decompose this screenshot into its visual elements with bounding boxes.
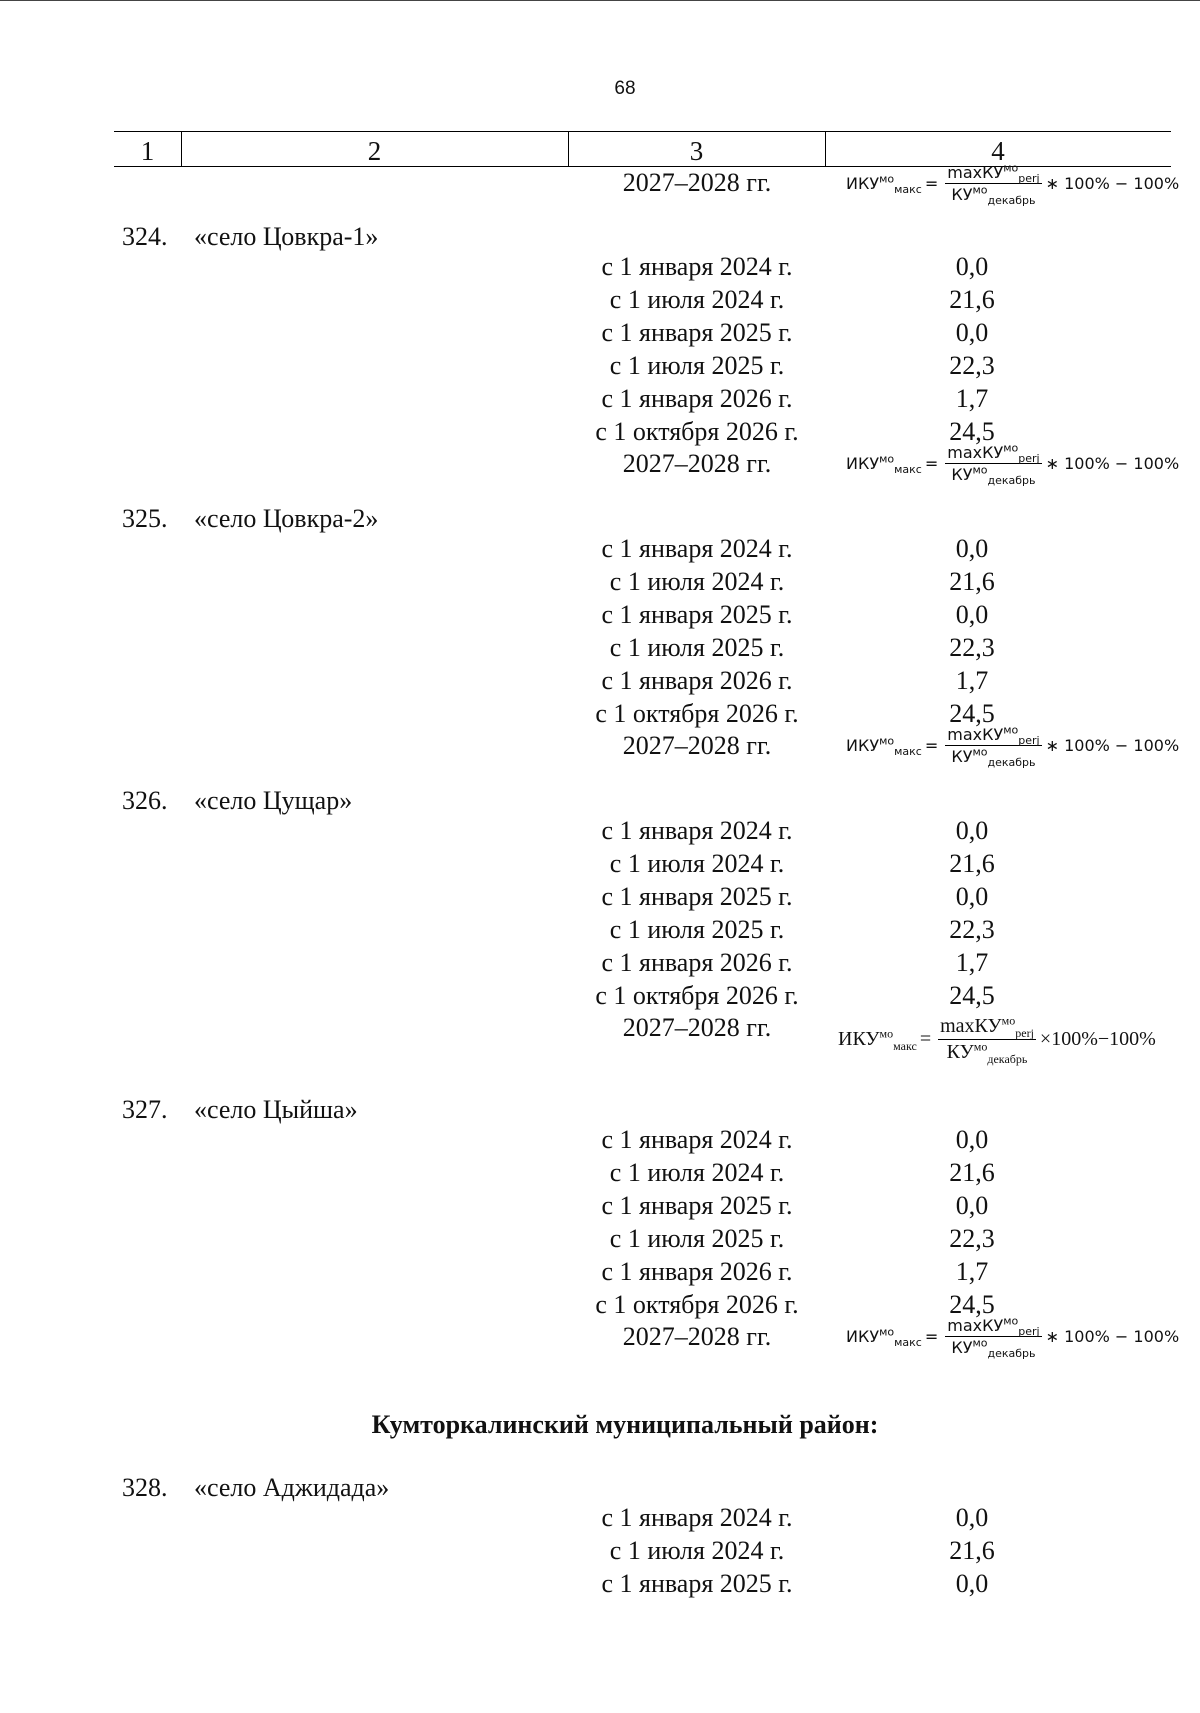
formula-eq: = [924, 174, 939, 193]
date-cell: с 1 июля 2024 г. [609, 848, 785, 878]
formula-tail: ∗ 100% − 100% [1045, 174, 1180, 193]
date-cell: с 1 января 2025 г. [601, 599, 793, 629]
formula-denominator: $КУ^{мо}_{декабрь}$ [951, 746, 1036, 770]
entry-name: «село Цовкра-1» [194, 222, 379, 251]
entry-number: 325. [122, 504, 168, 533]
date-cell: с 1 октября 2026 г. [595, 698, 799, 728]
value-cell: 22,3 [949, 632, 995, 662]
date-cell: с 1 января 2025 г. [601, 317, 793, 347]
date-cell: 2027–2028 гг. [622, 731, 772, 761]
value-cell: 0,0 [955, 1190, 989, 1220]
value-cell: 21,6 [949, 566, 995, 596]
formula-lhs: $ИКУ^{мо}_{макс}$ [846, 453, 922, 477]
entry-name: «село Аджидада» [194, 1473, 390, 1502]
formula-lhs: $ИКУ^{мо}_{макс}$ [846, 172, 922, 197]
entry-name: «село Цовкра-2» [194, 504, 379, 533]
formula-numerator: maxКУ$^{мо}_{perj}$ [947, 724, 1040, 748]
date-cell: 2027–2028 гг. [622, 449, 772, 479]
value-cell: 21,6 [949, 848, 995, 878]
formula-tail: ×100%−100% [1039, 1028, 1156, 1051]
value-cell: 1,7 [955, 1256, 989, 1286]
formula [838, 1013, 1156, 1067]
value-cell: 24,5 [949, 980, 995, 1010]
formula-eq: = [924, 736, 939, 756]
formula-tail: ∗ 100% − 100% [1045, 454, 1180, 474]
date-cell: с 1 июля 2024 г. [609, 1157, 785, 1187]
date-cell: 2027–2028 гг. [622, 1013, 772, 1043]
formula-numerator: maxКУ$^{мо}_{perj}$ [947, 161, 1040, 186]
formula-fraction [945, 1315, 1041, 1361]
value-cell: 1,7 [955, 947, 989, 977]
formula [846, 161, 1180, 208]
value-cell: 0,0 [955, 252, 989, 281]
value-cell: 21,6 [949, 1535, 995, 1565]
date-cell: с 1 июля 2024 г. [609, 566, 785, 596]
date-cell: с 1 января 2024 г. [601, 534, 793, 563]
formula-tail: ∗ 100% − 100% [1045, 736, 1180, 756]
formula [846, 724, 1180, 770]
formula-denominator: $КУ^{мо}_{декабрь}$ [946, 1039, 1028, 1067]
page-number: 68 [614, 78, 636, 99]
formula-denominator: $КУ^{мо}_{декабрь}$ [951, 1337, 1036, 1361]
value-cell: 0,0 [955, 816, 989, 845]
formula-fraction [945, 161, 1041, 208]
formula-denominator: $КУ^{мо}_{декабрь}$ [951, 183, 1036, 208]
formula [846, 1315, 1180, 1361]
date-cell: с 1 июля 2025 г. [609, 632, 785, 662]
value-cell: 0,0 [955, 534, 989, 563]
date-cell: с 1 января 2025 г. [601, 1190, 793, 1220]
value-cell: 0,0 [955, 1125, 989, 1154]
value-cell: 0,0 [955, 317, 989, 347]
formula-numerator: maxКУ$^{мо}_{perj}$ [947, 1315, 1040, 1339]
section-heading: Кумторкалинский муниципальный район: [371, 1410, 879, 1439]
header-col-1: 1 [140, 136, 155, 166]
entry-number: 326. [122, 786, 168, 815]
date-cell: с 1 января 2026 г. [601, 947, 793, 977]
value-cell: 0,0 [955, 599, 989, 629]
page-top-edge [0, 0, 1200, 1]
value-cell: 1,7 [955, 383, 989, 413]
date-cell: с 1 января 2024 г. [601, 1125, 793, 1154]
header-col-4: 4 [991, 136, 1005, 166]
formula-eq: = [924, 454, 939, 474]
date-cell: с 1 июля 2024 г. [609, 1535, 785, 1565]
value-cell: 0,0 [955, 1503, 989, 1532]
value-cell: 21,6 [949, 1157, 995, 1187]
date-cell: с 1 января 2024 г. [601, 1503, 793, 1532]
date-cell: с 1 октября 2026 г. [595, 980, 799, 1010]
value-cell: 24,5 [949, 698, 995, 728]
date-cell: с 1 июля 2024 г. [609, 284, 785, 314]
value-cell: 24,5 [949, 416, 995, 446]
formula-numerator: maxКУ$^{мо}_{perj}$ [947, 442, 1040, 466]
date-cell: с 1 января 2026 г. [601, 383, 793, 413]
formula-numerator: maxКУ$^{мо}_{perj}$ [940, 1013, 1034, 1041]
date-cell: с 1 января 2024 г. [601, 816, 793, 845]
formula-fraction [945, 442, 1041, 488]
entry-name: «село Цыйша» [194, 1095, 358, 1124]
formula-eq: = [924, 1327, 939, 1347]
value-cell: 22,3 [949, 1223, 995, 1253]
formula-tail: ∗ 100% − 100% [1045, 1327, 1180, 1347]
formula-fraction [938, 1013, 1036, 1067]
formula-lhs: $ИКУ^{мо}_{макс}$ [846, 1326, 922, 1350]
formula [846, 442, 1180, 488]
date-cell: с 1 января 2025 г. [601, 881, 793, 911]
value-cell: 21,6 [949, 284, 995, 314]
formula-lhs: $ИКУ^{мо}_{макс}$ [846, 735, 922, 759]
value-cell: 22,3 [949, 914, 995, 944]
entry-number: 324. [122, 222, 168, 251]
value-cell: 0,0 [955, 881, 989, 911]
header-col-2: 2 [367, 136, 382, 166]
entry-number: 328. [122, 1473, 168, 1502]
date-cell: с 1 января 2026 г. [601, 665, 793, 695]
date-cell: с 1 июля 2025 г. [609, 350, 785, 380]
formula-fraction [945, 724, 1041, 770]
date-cell: 2027–2028 гг. [622, 168, 772, 197]
value-cell: 24,5 [949, 1289, 995, 1319]
date-cell: с 1 января 2026 г. [601, 1256, 793, 1286]
value-cell: 0,0 [955, 1568, 989, 1598]
date-cell: с 1 октября 2026 г. [595, 1289, 799, 1319]
formula-lhs: $ИКУ^{мо}_{макс}$ [838, 1026, 917, 1054]
value-cell: 22,3 [949, 350, 995, 380]
formula-eq: = [919, 1028, 932, 1051]
date-cell: с 1 января 2024 г. [601, 252, 793, 281]
formula-denominator: $КУ^{мо}_{декабрь}$ [951, 464, 1036, 488]
entry-name: «село Цущар» [194, 786, 353, 815]
date-cell: с 1 июля 2025 г. [609, 914, 785, 944]
date-cell: с 1 июля 2025 г. [609, 1223, 785, 1253]
header-col-3: 3 [689, 136, 704, 166]
date-cell: с 1 января 2025 г. [601, 1568, 793, 1598]
entry-number: 327. [122, 1095, 168, 1124]
date-cell: 2027–2028 гг. [622, 1322, 772, 1352]
date-cell: с 1 октября 2026 г. [595, 416, 799, 446]
header-top-rule [114, 131, 1171, 132]
value-cell: 1,7 [955, 665, 989, 695]
